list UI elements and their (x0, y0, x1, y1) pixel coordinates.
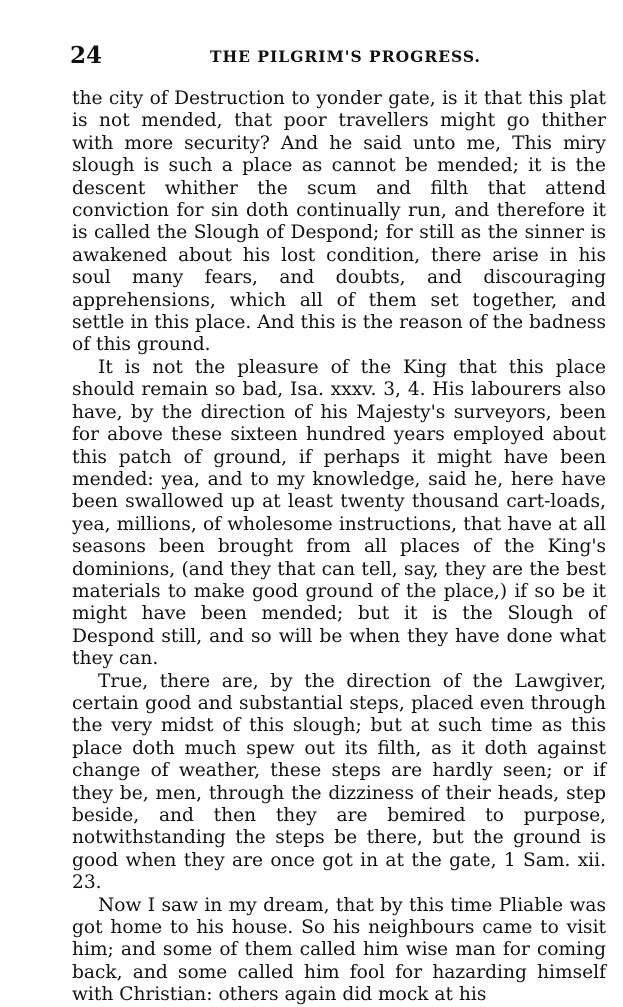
running-title: THE PILGRIM'S PROGRESS. (210, 47, 481, 66)
paragraph: Now I saw in my dream, that by this time Pliable was got home to his house. So his neighbours came to visit him; and some of them called him wise man for coming back, and some called him fool for hazarding himself with Christian: others again did mock at his (72, 894, 606, 1006)
paragraph-continuation: the city of Destruction to yonder gate, is it that this plat is not mended, that poor travellers might go thither with more security? And he said unto me, This miry slough is such a place as cannot be mended; it is the descent whither the scum and filth that attend conviction for sin doth continually run, and therefore it is called the Slough of Despond; for still as the sinner is awakened about his lost condition, there arise in his soul many fears, and doubts, and discouraging apprehensions, which all of them set together, and settle in this place. And this is the reason of the badness of this ground. (72, 88, 606, 356)
page-header (70, 42, 599, 72)
paragraph: True, there are, by the direction of the Lawgiver, certain good and substantial steps, placed even through the very midst of this slough; but at such time as this place doth much spew out its filth, as it doth against change of weather, these steps are hardly seen; or if they be, men, through the dizziness of their heads, step beside, and then they are bemired to purpose, notwithstanding the steps be there, but the ground is good when they are once got in at the gate, 1 Sam. xii. 23. (72, 670, 606, 894)
body-text (72, 88, 606, 1007)
page-number: 24 (70, 42, 103, 69)
paragraph: It is not the pleasure of the King that this place should remain so bad, Isa. xxxv. 3, 4. His labourers also have, by the direction of his Majesty's surveyors, been for above these sixteen hundred years employed about this patch of ground, if perhaps it might have been mended: yea, and to my knowledge, said he, here have been swallowed up at least twenty thousand cart-loads, yea, millions, of wholesome instructions, that have at all seasons been brought from all places of the King's dominions, (and they that can tell, say, they are the best materials to make good ground of the place,) if so be it might have been mended; but it is the Slough of Despond still, and so will be when they have done what they can. (72, 356, 606, 670)
